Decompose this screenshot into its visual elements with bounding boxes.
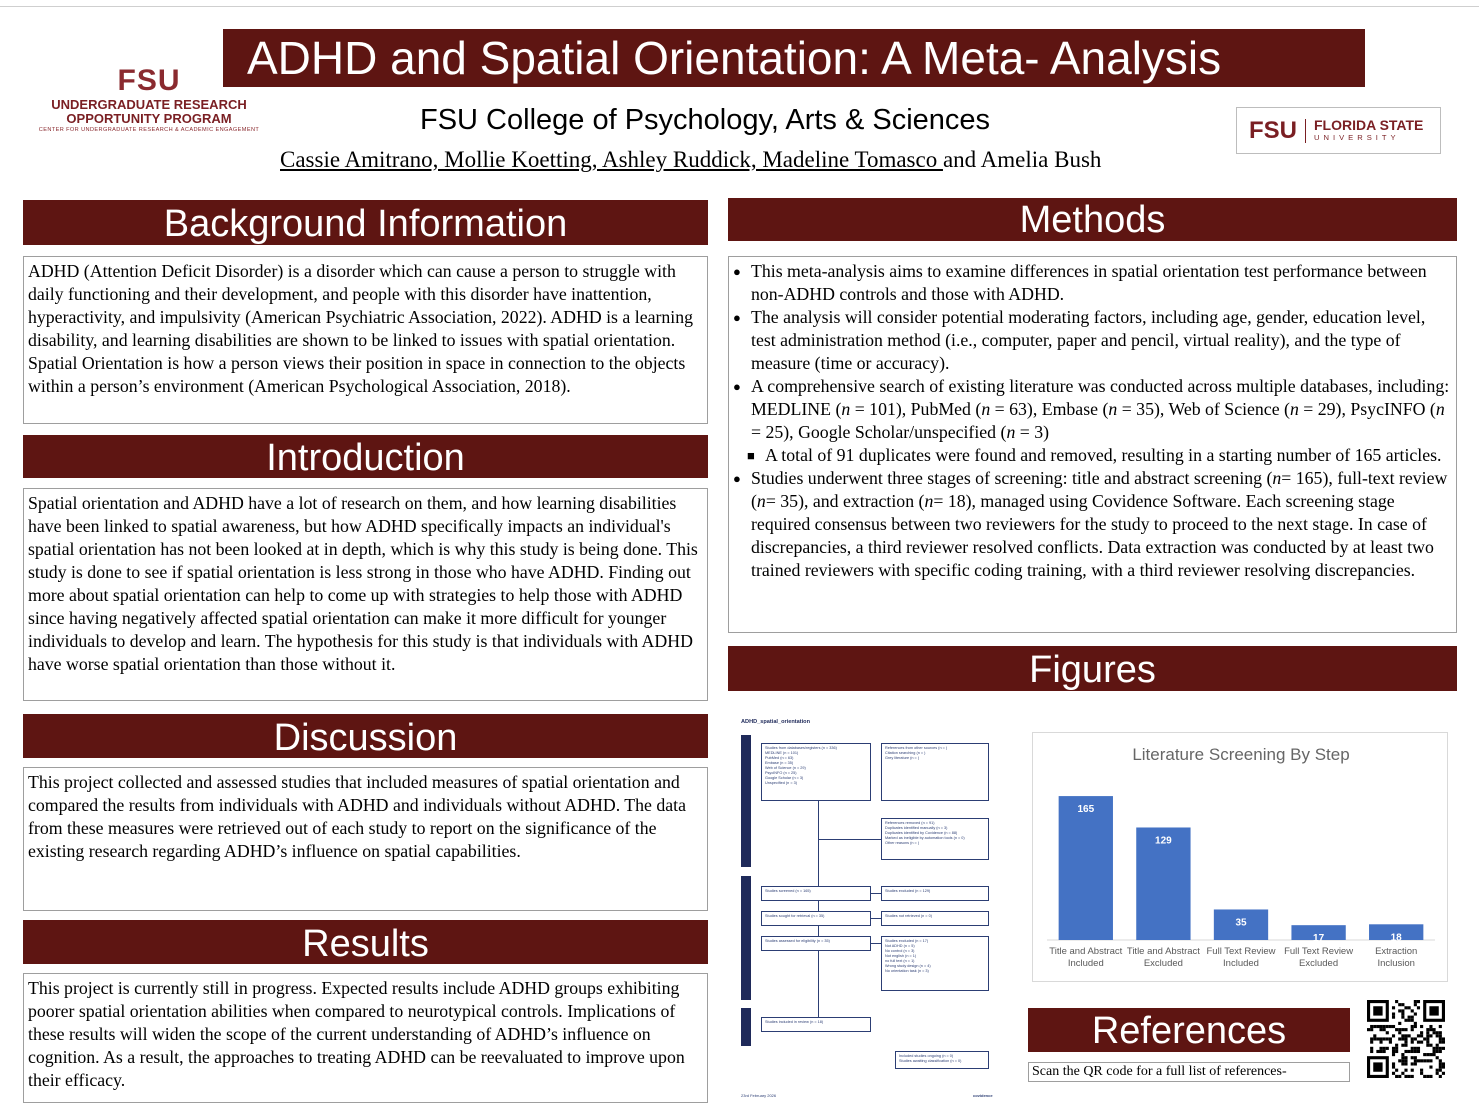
qr-module — [1414, 1000, 1417, 1003]
prisma-db-box: Studies from databases/registers (n = 336) MEDLINE (n = 101) PubMed (n = 63) Embase (n = 35) Web of Science (n = 29) PsycINFO (n = 25) Google Scholar (n = 3) Unspecified (n = 3) — [761, 743, 871, 801]
qr-module — [1373, 1034, 1376, 1037]
prisma-ongoing-box: Included studies ongoing (n = 0) Studies awaiting classification (n = 0) — [895, 1051, 989, 1069]
prisma-excluded2-box: Studies excluded (n = 17) Not ADHD (n = 5) No control (n = 3) Not english (n = 1) no full text (n = 1) Wrong study design (n = 4) No orientation task (n = 3) — [881, 936, 989, 991]
chart-bar — [1059, 796, 1113, 940]
qr-module — [1426, 1075, 1429, 1078]
qr-module — [1401, 1059, 1404, 1062]
qr-module — [1401, 1012, 1404, 1015]
references-text: Scan the QR code for a full list of references- — [1028, 1062, 1350, 1082]
qr-module — [1398, 1059, 1401, 1062]
qr-module — [1429, 1066, 1432, 1069]
qr-module — [1395, 1047, 1398, 1050]
qr-module — [1401, 1037, 1404, 1040]
qr-module — [1383, 1037, 1386, 1040]
qr-module — [1439, 1041, 1442, 1044]
qr-module — [1429, 1028, 1432, 1031]
qr-module — [1404, 1069, 1407, 1072]
methods-bullet-4: ● Studies underwent three stages of screening: title and abstract screening (n= 165), full-text review (n= 35), and extraction (n= 18), managed using Covidence Software. Each screening stage required consensus between two reviewers for the study to proceed to the next stage. In case of discrepancies, a third reviewer resolved conflicts. Data extraction was conducted by at least two trained reviewers with specific coding training, with a third reviewer resolving discrepancies. — [733, 467, 1452, 582]
qr-module — [1433, 1053, 1436, 1056]
stage-screening-band — [741, 876, 751, 1000]
qr-module — [1392, 1062, 1395, 1065]
qr-module — [1404, 1037, 1407, 1040]
qr-module — [1370, 1050, 1373, 1053]
qr-module — [1404, 1034, 1407, 1037]
qr-module — [1392, 1053, 1395, 1056]
qr-module — [1420, 1034, 1423, 1037]
chart-category-label: Excluded — [1143, 958, 1183, 969]
qr-module — [1420, 1072, 1423, 1075]
qr-module — [1417, 1034, 1420, 1037]
qr-module — [1423, 1059, 1426, 1062]
qr-module — [1414, 1047, 1417, 1050]
logo-line-2: OPPORTUNITY PROGRAM — [66, 111, 232, 126]
qr-module — [1367, 1028, 1370, 1031]
fsu-right-mark: FSU — [1237, 119, 1306, 143]
qr-module — [1408, 1075, 1411, 1078]
qr-module — [1386, 1025, 1389, 1028]
qr-module — [1404, 1019, 1407, 1022]
qr-module — [1417, 1000, 1420, 1003]
qr-module — [1429, 1034, 1432, 1037]
screening-chart — [1032, 732, 1448, 982]
fsu-right-sub: UNIVERSITY — [1314, 133, 1400, 142]
prisma-flow-diagram — [733, 715, 1008, 1105]
qr-module — [1439, 1069, 1442, 1072]
qr-module — [1401, 1034, 1404, 1037]
qr-module — [1411, 1062, 1414, 1065]
fsu-right-name: FLORIDA STATE — [1314, 117, 1424, 133]
qr-module — [1411, 1028, 1414, 1031]
prisma-date: 23rd February 2026 — [741, 1093, 777, 1098]
qr-module — [1436, 1047, 1439, 1050]
qr-module — [1417, 1047, 1420, 1050]
qr-module — [1404, 1044, 1407, 1047]
qr-module — [1379, 1041, 1382, 1044]
qr-module — [1404, 1041, 1407, 1044]
qr-module — [1433, 1047, 1436, 1050]
qr-module — [1376, 1050, 1379, 1053]
introduction-text: Spatial orientation and ADHD have a lot of research on them, and how learning disabilities have been linked to spatial awareness, but how ADHD specifically impacts an individual's spatial orientation has not been looked at in depth, which is why this study is being done. This study is done to see if spatial orientation is less strong in those who have ADHD. Finding out more about spatial orientation can help to come up with strategies to help those with ADHD since having negatively affected spatial orientation can make it more difficult for younger individuals to develop and learn. The hypothesis for this study is that individuals with ADHD have worse spatial orientation than those without it. — [23, 488, 708, 701]
authors-plain: and Amelia Bush — [942, 147, 1102, 172]
qr-module — [1439, 1066, 1442, 1069]
qr-module — [1398, 1028, 1401, 1031]
chart-category-label: Extraction — [1375, 946, 1418, 957]
qr-module — [1408, 1019, 1411, 1022]
prisma-excluded-box: Studies excluded (n = 129) — [881, 886, 989, 901]
qr-module — [1376, 1037, 1379, 1040]
qr-module — [1395, 1000, 1398, 1003]
qr-module — [1398, 1003, 1401, 1006]
qr-module — [1439, 1047, 1442, 1050]
qr-module — [1436, 1044, 1439, 1047]
qr-module — [1392, 1034, 1395, 1037]
qr-module — [1414, 1003, 1417, 1006]
chart-data-label: 35 — [1235, 917, 1247, 929]
logo-line-3: CENTER FOR UNDERGRADUATE RESEARCH & ACADEMIC ENGAGEMENT — [38, 127, 260, 133]
qr-module — [1429, 1044, 1432, 1047]
qr-module — [1386, 1047, 1389, 1050]
discussion-heading: Discussion — [23, 714, 708, 758]
qr-module — [1442, 1037, 1445, 1040]
chart-category-label: Full Text Review — [1206, 946, 1276, 957]
qr-module — [1414, 1022, 1417, 1025]
qr-module — [1411, 1069, 1414, 1072]
qr-module — [1411, 1037, 1414, 1040]
qr-module — [1411, 1016, 1414, 1019]
flow-line — [871, 918, 881, 919]
qr-module — [1392, 1012, 1395, 1015]
references-heading: References — [1028, 1008, 1350, 1052]
qr-module — [1408, 1034, 1411, 1037]
covidence-logo: covidence — [973, 1093, 993, 1098]
qr-module — [1414, 1056, 1417, 1059]
author-list — [280, 147, 1101, 173]
qr-module — [1395, 1044, 1398, 1047]
qr-module — [1401, 1016, 1404, 1019]
qr-module — [1420, 1069, 1423, 1072]
qr-module — [1417, 1006, 1420, 1009]
qr-finder — [1373, 1062, 1382, 1071]
qr-module — [1389, 1041, 1392, 1044]
qr-module — [1442, 1041, 1445, 1044]
qr-module — [1414, 1012, 1417, 1015]
qr-module — [1426, 1041, 1429, 1044]
qr-module — [1414, 1037, 1417, 1040]
qr-module — [1411, 1019, 1414, 1022]
qr-finder — [1373, 1006, 1382, 1015]
qr-module — [1383, 1028, 1386, 1031]
discussion-text: This project collected and assessed studies that included measures of spatial orientation and compared the results from individuals with ADHD and individuals without ADHD. The data from these measures were retrieved out of each study to report on the significance of the existing research regarding ADHD’s influence on spatial capabilities. — [23, 767, 708, 911]
prisma-removed-box: References removed (n = 91) Duplicates identified manually (n = 3) Duplicates identified by Covidence (n = 88) Marked as ineligible by automation tools (n = 0) Other reasons (n = ) — [881, 818, 989, 860]
chart-category-label: Excluded — [1299, 958, 1339, 969]
qr-module — [1429, 1059, 1432, 1062]
chart-category-label: Title and Abstract — [1049, 946, 1123, 957]
qr-module — [1420, 1031, 1423, 1034]
qr-module — [1383, 1050, 1386, 1053]
qr-module — [1401, 1062, 1404, 1065]
qr-module — [1370, 1025, 1373, 1028]
flow-line — [871, 893, 881, 894]
qr-module — [1370, 1041, 1373, 1044]
chart-data-label: 18 — [1390, 932, 1402, 944]
qr-module — [1398, 1031, 1401, 1034]
qr-module — [1436, 1034, 1439, 1037]
prisma-sought-box: Studies sought for retrieval (n = 35) — [761, 911, 871, 926]
qr-module — [1423, 1053, 1426, 1056]
qr-module — [1439, 1034, 1442, 1037]
qr-module — [1389, 1025, 1392, 1028]
qr-finder — [1429, 1006, 1438, 1015]
qr-module — [1379, 1037, 1382, 1040]
qr-module — [1426, 1028, 1429, 1031]
qr-module — [1411, 1075, 1414, 1078]
qr-module — [1386, 1037, 1389, 1040]
results-text: This project is currently still in progress. Expected results include ADHD groups exhibiting poorer spatial orientation abilities when compared to neurotypical controls. Implications of these results will widen the scope of the current understanding of ADHD’s influence on cognition. As a result, the approaches to treating ADHD can be reevaluated to improve upon their efficacy. — [23, 973, 708, 1103]
qr-module — [1392, 1006, 1395, 1009]
flow-line — [818, 951, 819, 1017]
flow-line — [871, 943, 881, 944]
stage-included-band — [741, 1008, 751, 1046]
qr-module — [1442, 1066, 1445, 1069]
fsu-logo-mark: FSU — [117, 64, 181, 97]
qr-module — [1379, 1028, 1382, 1031]
qr-module — [1401, 1028, 1404, 1031]
qr-module — [1392, 1047, 1395, 1050]
qr-module — [1439, 1062, 1442, 1065]
prisma-other-box: References from other sources (n = ) Citation searching (n = ) Grey literature (n = ) — [881, 743, 989, 801]
qr-module — [1436, 1056, 1439, 1059]
qr-module — [1439, 1050, 1442, 1053]
qr-module — [1417, 1050, 1420, 1053]
qr-module — [1436, 1072, 1439, 1075]
fsu-university-logo — [1236, 107, 1441, 154]
chart-plot — [1033, 733, 1449, 983]
qr-module — [1373, 1037, 1376, 1040]
qr-module — [1408, 1050, 1411, 1053]
qr-module — [1401, 1009, 1404, 1012]
background-text: ADHD (Attention Deficit Disorder) is a disorder which can cause a person to struggle with daily functioning and their development, and people with this disorder have inattention, hyperactivity, and impulsivity (American Psychiatric Association, 2022). ADHD is a learning disability, and learning disabilities are shown to be linked to issues with spatial orientation. Spatial Orientation is how a person views their position in space in connection to the objects within a person’s environment (American Psychological Association, 2018). — [23, 256, 708, 424]
qr-module — [1411, 1047, 1414, 1050]
stage-identification-band — [741, 735, 751, 867]
qr-module — [1411, 1056, 1414, 1059]
qr-module — [1417, 1041, 1420, 1044]
flow-line — [818, 839, 881, 840]
results-heading: Results — [23, 920, 708, 964]
qr-module — [1436, 1031, 1439, 1034]
top-divider — [0, 6, 1479, 7]
qr-module — [1442, 1072, 1445, 1075]
qr-module — [1379, 1025, 1382, 1028]
qr-module — [1414, 1050, 1417, 1053]
qr-module — [1426, 1059, 1429, 1062]
qr-module — [1439, 1075, 1442, 1078]
chart-category-label: Included — [1223, 958, 1259, 969]
qr-module — [1401, 1072, 1404, 1075]
qr-module — [1411, 1009, 1414, 1012]
qr-module — [1395, 1050, 1398, 1053]
qr-module — [1420, 1025, 1423, 1028]
qr-module — [1392, 1025, 1395, 1028]
qr-module — [1370, 1037, 1373, 1040]
qr-module — [1404, 1028, 1407, 1031]
qr-module — [1401, 1056, 1404, 1059]
qr-module — [1408, 1006, 1411, 1009]
qr-module — [1433, 1028, 1436, 1031]
qr-module — [1392, 1016, 1395, 1019]
qr-module — [1379, 1047, 1382, 1050]
qr-module — [1426, 1037, 1429, 1040]
qr-module — [1420, 1041, 1423, 1044]
chart-data-label: 129 — [1155, 835, 1172, 847]
flow-line — [818, 901, 819, 911]
qr-module — [1436, 1050, 1439, 1053]
prisma-not-retrieved-box: Studies not retrieved (n = 0) — [881, 911, 989, 926]
qr-module — [1383, 1025, 1386, 1028]
chart-category-label: Included — [1067, 958, 1104, 969]
qr-module — [1433, 1050, 1436, 1053]
qr-module — [1411, 1041, 1414, 1044]
qr-module — [1426, 1044, 1429, 1047]
qr-module — [1442, 1047, 1445, 1050]
poster-title: ADHD and Spatial Orientation: A Meta- Analysis — [223, 29, 1365, 87]
qr-module — [1426, 1031, 1429, 1034]
qr-module — [1395, 1028, 1398, 1031]
flow-line — [818, 801, 819, 886]
qr-module — [1414, 1062, 1417, 1065]
qr-module — [1408, 1016, 1411, 1019]
qr-module — [1373, 1025, 1376, 1028]
qr-module — [1404, 1059, 1407, 1062]
qr-module — [1386, 1031, 1389, 1034]
qr-module — [1383, 1047, 1386, 1050]
qr-module — [1426, 1034, 1429, 1037]
figures-heading: Figures — [728, 646, 1457, 691]
qr-module — [1442, 1062, 1445, 1065]
methods-bullet-1: ● This meta-analysis aims to examine differences in spatial orientation test performance between non-ADHD controls and those with ADHD. — [733, 260, 1452, 306]
qr-module — [1395, 1069, 1398, 1072]
qr-module — [1392, 1050, 1395, 1053]
qr-module — [1429, 1025, 1432, 1028]
qr-module — [1439, 1031, 1442, 1034]
qr-module — [1414, 1059, 1417, 1062]
authors-underlined: Cassie Amitrano, Mollie Koetting, Ashley Ruddick, Madeline Tomasco — [280, 147, 943, 172]
qr-module — [1404, 1050, 1407, 1053]
qr-module — [1404, 1075, 1407, 1078]
chart-category-label: Inclusion — [1377, 958, 1415, 969]
prisma-screened-box: Studies screened (n = 165) — [761, 886, 871, 901]
methods-bullet-3: ● A comprehensive search of existing literature was conducted across multiple databases, including: MEDLINE (n = 101), PubMed (n = 63), Embase (n = 35), Web of Science (n = 29), PsycINFO (n = 25), Google Scholar/unspecified (n = 3) — [733, 375, 1452, 444]
qr-module — [1392, 1066, 1395, 1069]
methods-bullet-2: ● The analysis will consider potential moderating factors, including age, gender, education level, test administration method (i.e., computer, paper and pencil, virtual reality), and the type of measure (time or accuracy). — [733, 306, 1452, 375]
chart-title: Literature Screening By Step — [1132, 745, 1350, 764]
qr-module — [1401, 1053, 1404, 1056]
qr-module — [1379, 1050, 1382, 1053]
qr-module — [1398, 1075, 1401, 1078]
qr-module — [1370, 1047, 1373, 1050]
methods-sub-bullet: ■ A total of 91 duplicates were found and removed, resulting in a starting number of 165 articles. — [733, 444, 1452, 467]
qr-module — [1370, 1028, 1373, 1031]
qr-module — [1392, 1072, 1395, 1075]
college-name: FSU College of Psychology, Arts & Sciences — [420, 104, 991, 136]
qr-module — [1439, 1025, 1442, 1028]
qr-module — [1439, 1059, 1442, 1062]
qr-code-icon[interactable] — [1367, 1000, 1445, 1078]
methods-heading: Methods — [728, 198, 1457, 241]
qr-module — [1420, 1059, 1423, 1062]
qr-module — [1401, 1044, 1404, 1047]
chart-category-label: Full Text Review — [1284, 946, 1354, 957]
qr-module — [1389, 1037, 1392, 1040]
flow-line — [818, 926, 819, 936]
chart-data-label: 165 — [1077, 804, 1095, 816]
methods-box — [728, 256, 1457, 633]
prisma-title: ADHD_spatial_orientation — [741, 719, 811, 725]
qr-module — [1398, 1037, 1401, 1040]
introduction-heading: Introduction — [23, 435, 708, 478]
qr-module — [1429, 1075, 1432, 1078]
qr-module — [1423, 1037, 1426, 1040]
prisma-included-box: Studies included in review (n = 18) — [761, 1017, 871, 1032]
qr-module — [1436, 1069, 1439, 1072]
prisma-assessed-box: Studies assessed for eligibility (n = 35) — [761, 936, 871, 951]
background-heading: Background Information — [23, 200, 708, 245]
qr-module — [1423, 1075, 1426, 1078]
qr-module — [1398, 1009, 1401, 1012]
qr-module — [1398, 1022, 1401, 1025]
qr-module — [1376, 1025, 1379, 1028]
qr-module — [1401, 1003, 1404, 1006]
qr-module — [1433, 1031, 1436, 1034]
qr-module — [1404, 1056, 1407, 1059]
qr-module — [1411, 1050, 1414, 1053]
qr-module — [1439, 1037, 1442, 1040]
chart-data-label: 17 — [1313, 933, 1325, 945]
logo-line-1: UNDERGRADUATE RESEARCH — [51, 97, 247, 112]
qr-module — [1417, 1059, 1420, 1062]
chart-category-label: Title and Abstract — [1126, 946, 1200, 957]
qr-module — [1414, 1025, 1417, 1028]
qr-module — [1429, 1053, 1432, 1056]
qr-module — [1395, 1075, 1398, 1078]
qr-module — [1426, 1053, 1429, 1056]
qr-module — [1411, 1025, 1414, 1028]
qr-module — [1404, 1006, 1407, 1009]
qr-module — [1404, 1062, 1407, 1065]
